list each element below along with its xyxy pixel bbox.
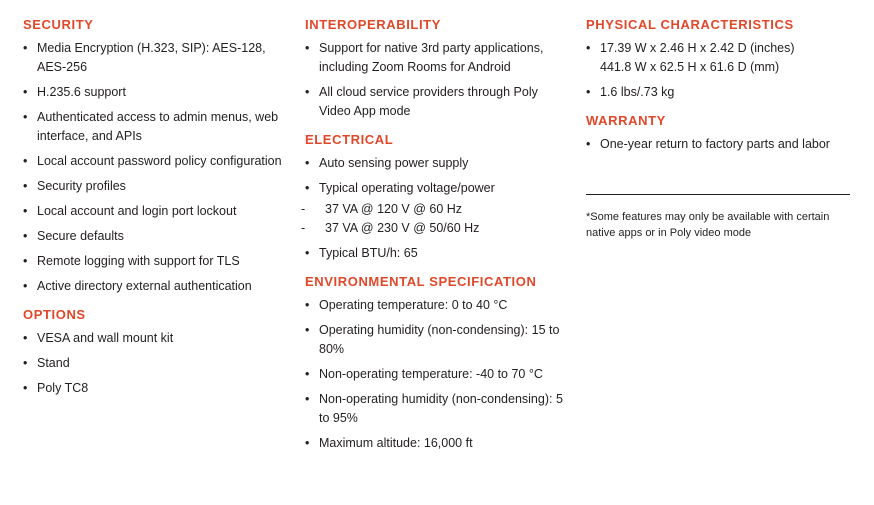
interoperability-list	[305, 39, 567, 121]
list-item: • Operating temperature: 0 to 40 °C	[305, 296, 567, 315]
list-item: • Maximum altitude: 16,000 ft	[305, 434, 567, 453]
list-item: • Secure defaults	[23, 227, 293, 246]
list-item: • Active directory external authentication	[23, 277, 293, 296]
dimensions-inches: 17.39 W x 2.46 H x 2.42 D (inches)	[600, 41, 795, 55]
warranty-list	[586, 135, 854, 154]
list-item: • Authenticated access to admin menus, web interface, and APIs	[23, 108, 293, 146]
column-right	[586, 16, 854, 241]
list-item	[586, 39, 854, 77]
list-item: • H.235.6 support	[23, 83, 293, 102]
warranty-heading: WARRANTY	[586, 113, 666, 128]
interoperability-heading: INTEROPERABILITY	[305, 17, 441, 32]
physical-list	[586, 39, 854, 102]
list-item: • Local account and login port lockout	[23, 202, 293, 221]
list-item: • Remote logging with support for TLS	[23, 252, 293, 271]
security-list	[23, 39, 293, 296]
physical-heading: PHYSICAL CHARACTERISTICS	[586, 17, 794, 32]
list-item: • Local account password policy configuration	[23, 152, 293, 171]
options-heading: OPTIONS	[23, 307, 86, 322]
column-left	[23, 16, 293, 408]
list-item: • Media Encryption (H.323, SIP): AES-128, AES-256	[23, 39, 293, 77]
environmental-heading: ENVIRONMENTAL SPECIFICATION	[305, 274, 537, 289]
list-item: • One-year return to factory parts and labor	[586, 135, 854, 154]
dimensions-mm: 441.8 W x 62.5 H x 61.6 D (mm)	[600, 60, 780, 74]
list-item: • Typical BTU/h: 65	[305, 244, 567, 263]
electrical-list	[305, 154, 567, 263]
electrical-heading: ELECTRICAL	[305, 132, 394, 147]
list-item: • Auto sensing power supply	[305, 154, 567, 173]
list-item: • 1.6 lbs/.73 kg	[586, 83, 854, 102]
list-item: • Security profiles	[23, 177, 293, 196]
column-middle	[305, 16, 567, 463]
footnote: *Some features may only be available with certain native apps or in Poly video mode	[586, 211, 830, 239]
sub-item: - 37 VA @ 230 V @ 50/60 Hz	[315, 219, 567, 238]
list-item: • Operating humidity (non-condensing): 15 to 80%	[305, 321, 567, 359]
list-item-label: Typical operating voltage/power	[319, 181, 495, 195]
list-item: • Non-operating humidity (non-condensing): 5 to 95%	[305, 390, 567, 428]
list-item: • VESA and wall mount kit	[23, 329, 293, 348]
security-heading: SECURITY	[23, 17, 94, 32]
footnote-divider	[586, 194, 850, 195]
list-item: • Stand	[23, 354, 293, 373]
list-item: • Poly TC8	[23, 379, 293, 398]
list-item: • All cloud service providers through Poly Video App mode	[305, 83, 567, 121]
list-item	[305, 179, 567, 238]
environmental-list	[305, 296, 567, 453]
list-item: • Non-operating temperature: -40 to 70 °C	[305, 365, 567, 384]
list-item: • Support for native 3rd party applications, including Zoom Rooms for Android	[305, 39, 567, 77]
sub-item: - 37 VA @ 120 V @ 60 Hz	[315, 200, 567, 219]
sub-list	[315, 200, 567, 238]
options-list	[23, 329, 293, 398]
